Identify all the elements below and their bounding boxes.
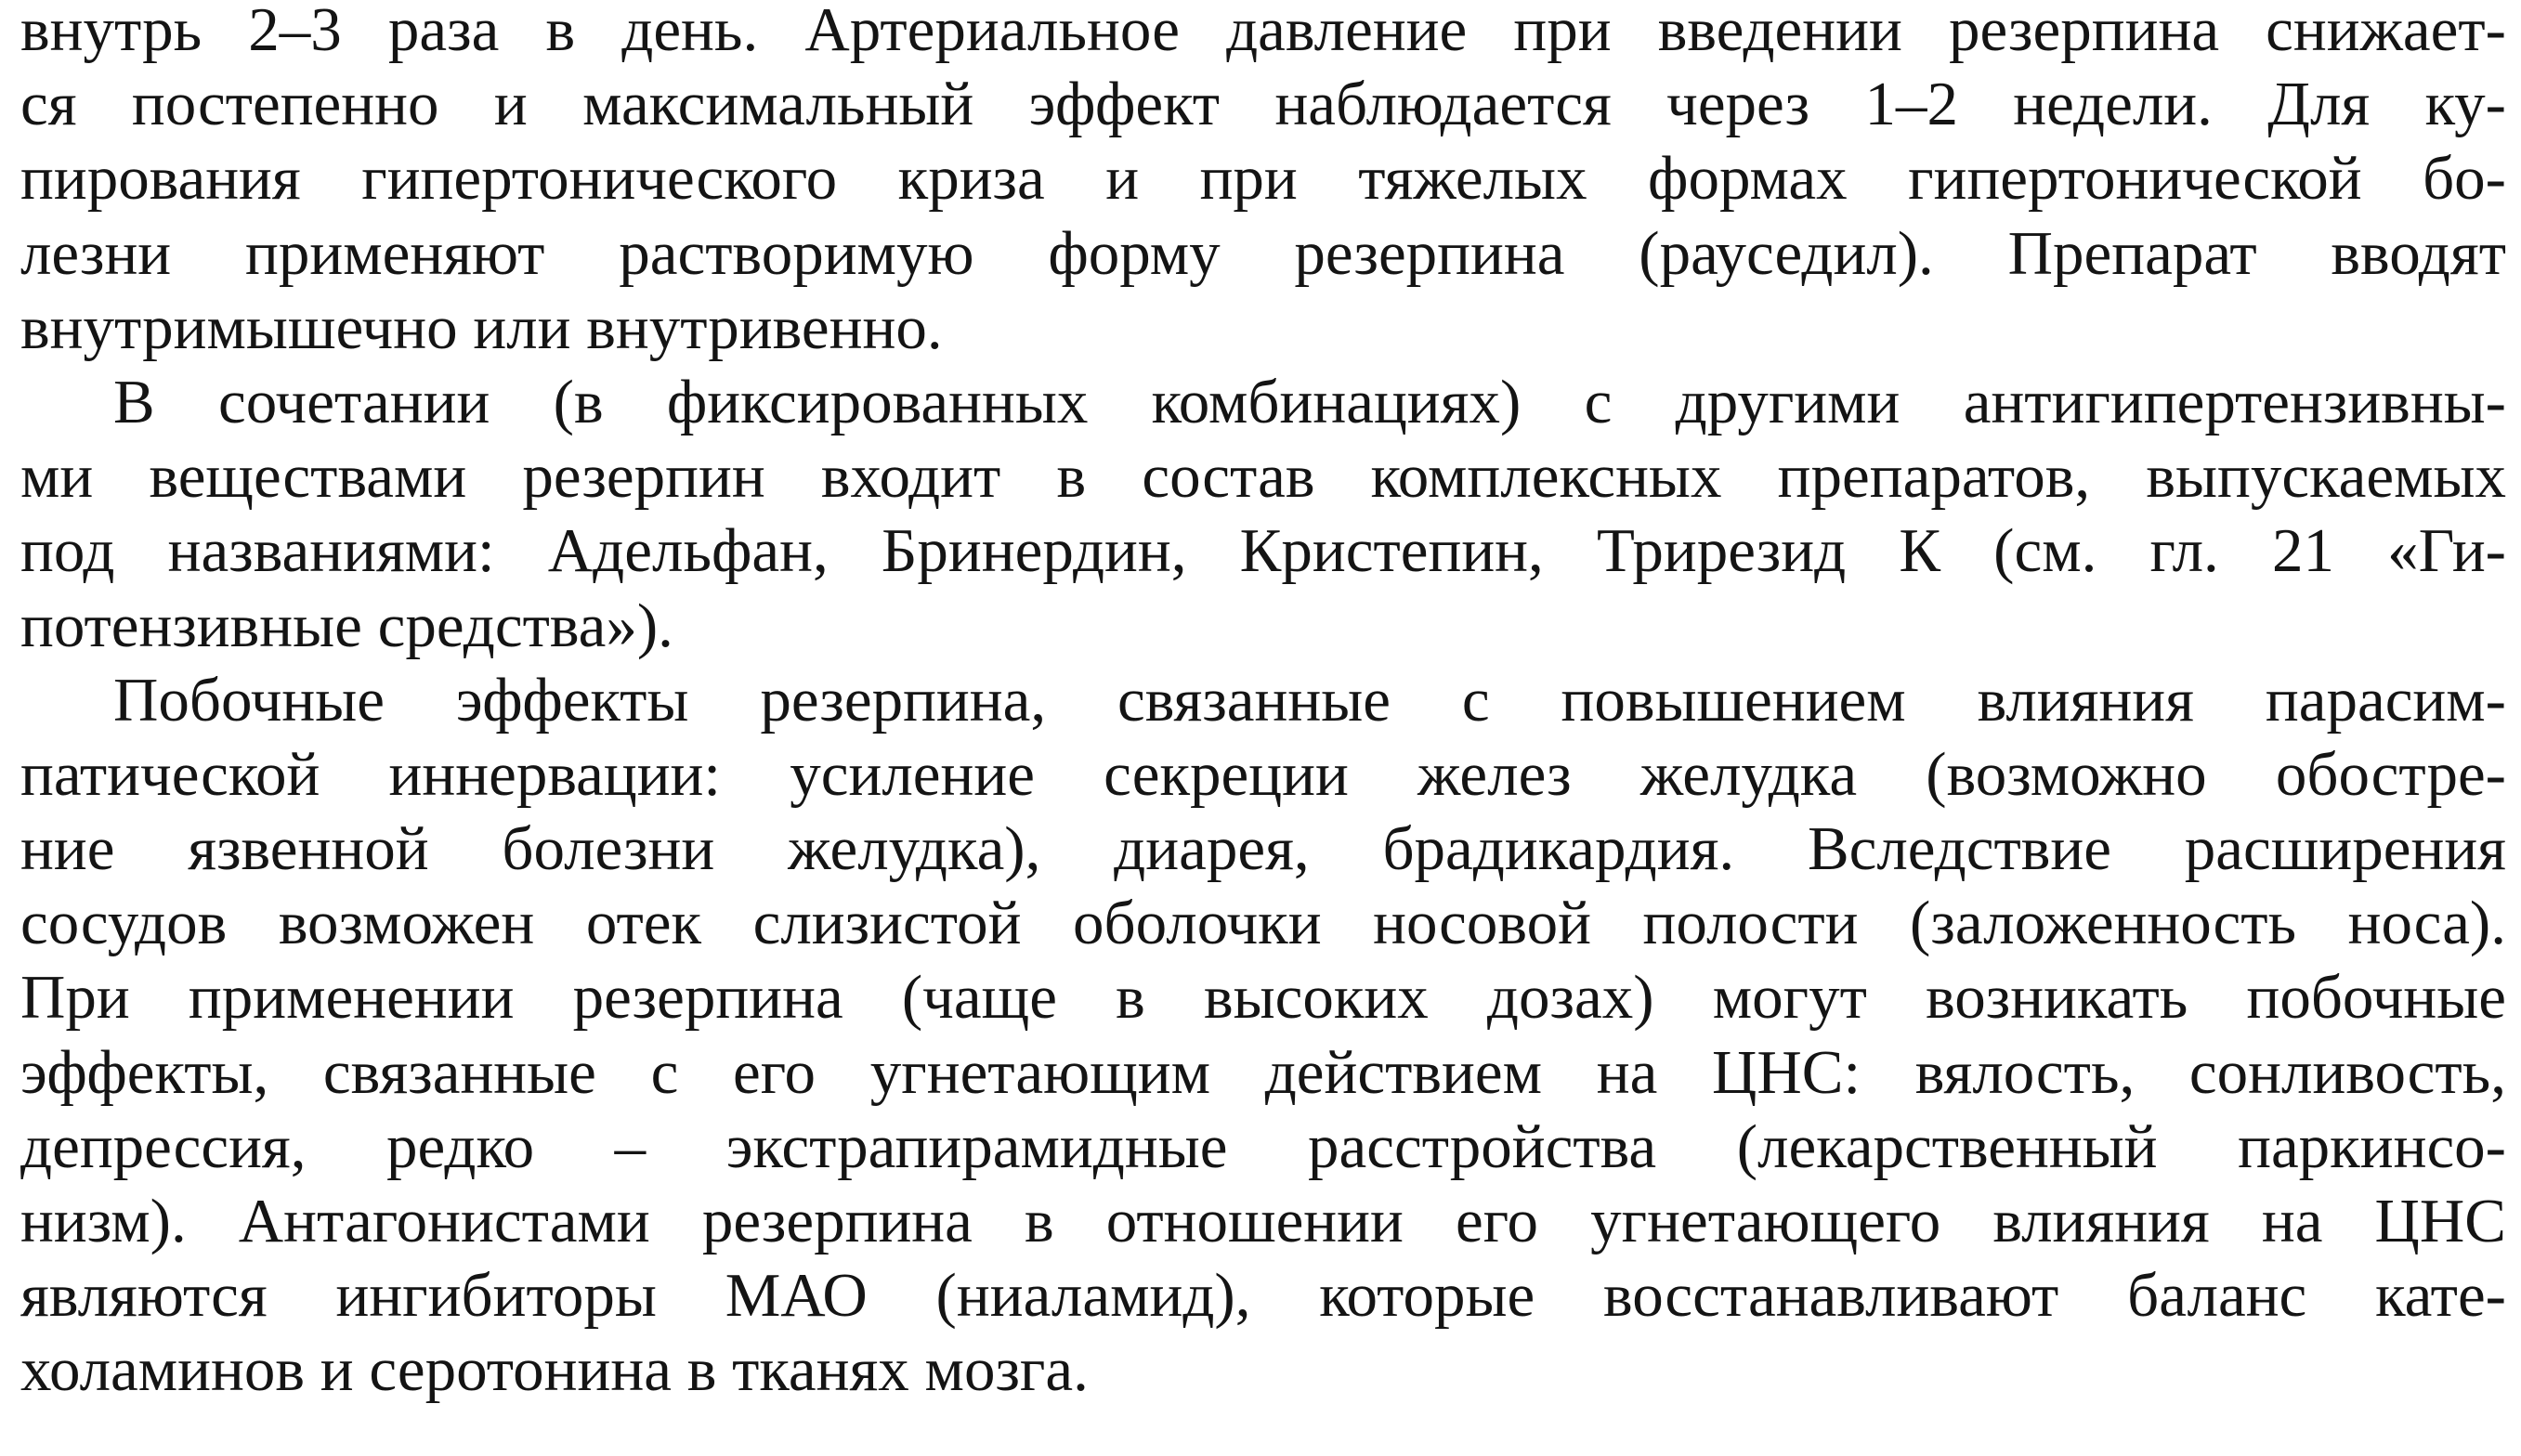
text-line: внутрь 2–3 раза в день. Артериальное давление при введении резерпина снижает-: [20, 0, 2506, 64]
text-line: под названиями: Адельфан, Бринердин, Кристепин, Трирезид К (см. гл. 21 «Ги-: [20, 516, 2506, 586]
text-line: лезни применяют растворимую форму резерпина (рауседил). Препарат вводят: [20, 218, 2506, 288]
text-line: являются ингибиторы МАО (ниаламид), которые восстанавливают баланс кате-: [20, 1261, 2506, 1331]
text-line: ся постепенно и максимальный эффект наблюдается через 1–2 недели. Для ку-: [20, 70, 2506, 139]
text-line: ние язвенной болезни желудка), диарея, брадикардия. Вследствие расширения: [20, 814, 2506, 884]
text-line: ми веществами резерпин входит в состав комплексных препаратов, выпускаемых: [20, 442, 2506, 512]
text-line: В сочетании (в фиксированных комбинациях) с другими антигипертензивны-: [113, 367, 2506, 436]
text-line: патической иннервации: усиление секреции желез желудка (возможно обостре-: [20, 739, 2506, 809]
text-line: низм). Антагонистами резерпина в отношении его угнетающего влияния на ЦНС: [20, 1187, 2506, 1255]
text-line: внутримышечно или внутривенно.: [20, 292, 943, 362]
text-line: потензивные средства»).: [20, 591, 673, 660]
text-line: При применении резерпина (чаще в высоких дозах) могут возникать побочные: [20, 963, 2506, 1033]
text-line: Побочные эффекты резерпина, связанные с повышением влияния парасим-: [113, 665, 2506, 734]
text-line: эффекты, связанные с его угнетающим действием на ЦНС: вялость, сонливость,: [20, 1037, 2506, 1107]
paragraph-side-effects: [20, 663, 2506, 1408]
text-line: пирования гипертонического криза и при тяжелых формах гипертонической бо-: [20, 144, 2506, 214]
paragraph-combination-drugs: [20, 365, 2506, 663]
text-line: сосудов возможен отек слизистой оболочки носовой полости (заложенность носа).: [20, 889, 2506, 958]
document-page: [20, 0, 2506, 1456]
text-line: депрессия, редко – экстрапирамидные расстройства (лекарственный паркинсо-: [20, 1112, 2506, 1181]
paragraph-reserpine-administration: [20, 0, 2506, 365]
text-line: холаминов и серотонина в тканях мозга.: [20, 1335, 1089, 1405]
